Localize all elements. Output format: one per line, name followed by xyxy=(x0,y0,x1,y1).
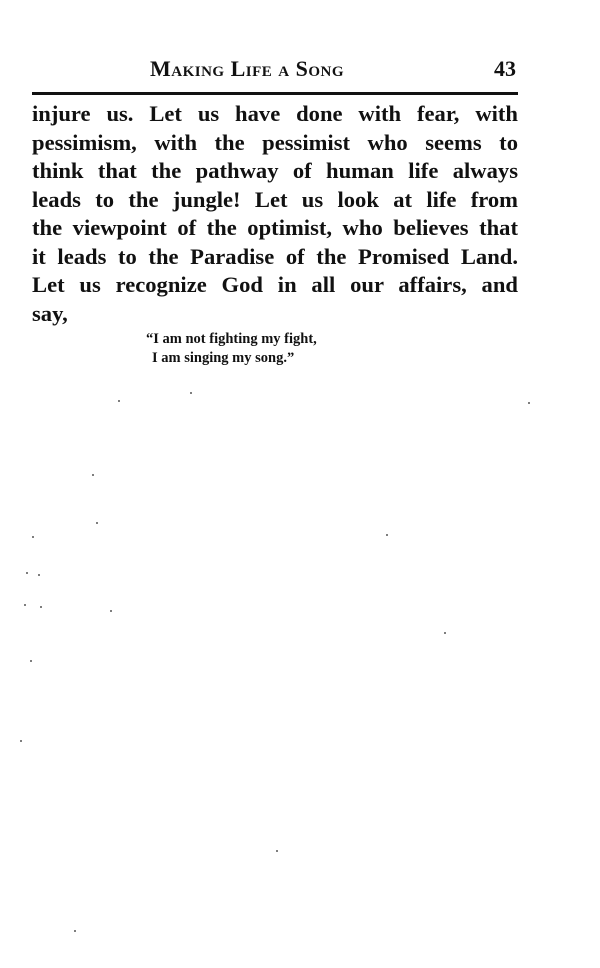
text-line: say, xyxy=(32,300,68,326)
scan-speck xyxy=(24,604,26,606)
quote-line-1: “I am not fighting my fight, xyxy=(146,331,317,347)
text-line: injure us. Let us have done with fear, with xyxy=(32,101,518,126)
quote-line-2: I am singing my song.” xyxy=(152,350,295,366)
text-line: leads to the jungle! Let us look at life from xyxy=(32,186,518,212)
scan-speck xyxy=(444,632,446,634)
scan-speck xyxy=(386,534,388,536)
text-line: Let us recognize God in all our affairs, and xyxy=(32,272,518,297)
scan-speck xyxy=(118,400,120,402)
scan-speck xyxy=(92,474,94,476)
scan-speck xyxy=(20,740,22,742)
scan-speck xyxy=(26,572,28,574)
text-line: pessimism, with the pessimist who seems to xyxy=(32,129,518,155)
header-rule xyxy=(32,92,518,95)
body-paragraph xyxy=(32,100,518,328)
scan-speck xyxy=(190,392,192,394)
scan-speck xyxy=(96,522,98,524)
running-title: Making Life a Song xyxy=(150,56,345,81)
scan-speck xyxy=(32,536,34,538)
text-line: the viewpoint of the optimist, who believes that xyxy=(32,215,518,240)
running-head xyxy=(32,56,516,90)
text-line: think that the pathway of human life always xyxy=(32,158,518,183)
scan-speck xyxy=(40,606,42,608)
scan-speck xyxy=(30,660,32,662)
scan-speck xyxy=(276,850,278,852)
text-line: it leads to the Paradise of the Promised Land. xyxy=(32,243,518,269)
scan-speck xyxy=(74,930,76,932)
scan-speck xyxy=(38,574,40,576)
verse-quote xyxy=(146,330,317,368)
scan-speck xyxy=(110,610,112,612)
scan-speck xyxy=(528,402,530,404)
page-number: 43 xyxy=(494,56,516,81)
